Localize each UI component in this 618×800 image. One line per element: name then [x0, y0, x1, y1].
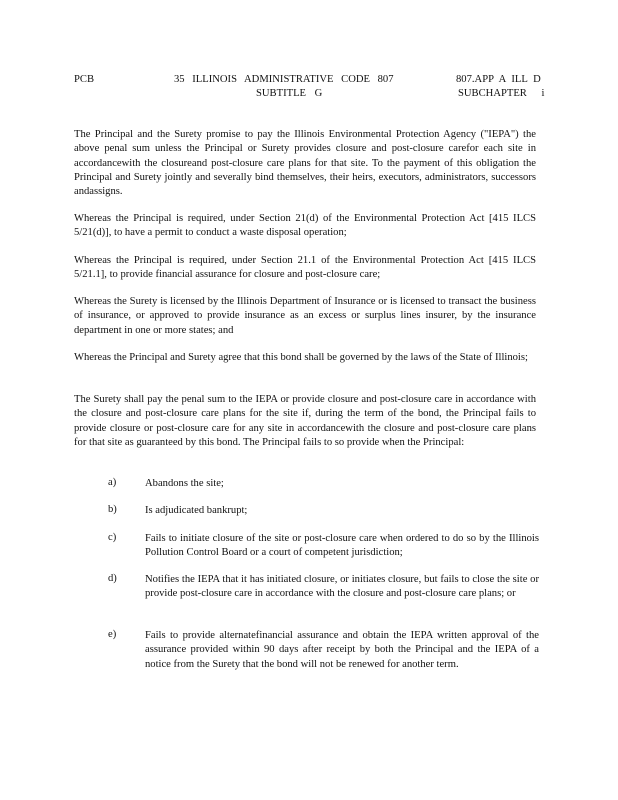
list-item-text: Notifies the IEPA that it has initiated closure, or initiates closure, but fails to close the site or provide post-closure care in accordance with the closure and post-closure care plans; or	[145, 574, 539, 600]
header-subtitle: SUBTITLE G	[256, 88, 323, 99]
list-item-letter: e)	[108, 629, 117, 640]
list-item-text: Fails to provide alternatefinancial assurance and obtain the IEPA written approval of the assurance provided within 90 days after receipt by both the Principal and the IEPA of a notice from the Surety that the bond will not be renewed for another term.	[145, 630, 539, 670]
header-left: PCB	[74, 74, 95, 85]
header-subchapter: SUBCHAPTER i	[458, 88, 545, 99]
paragraph-whereas-assurance: Whereas the Principal is required, under Section 21.1 of the Environmental Protection Act [415 ILCS 5/21.1], to provide financial assurance for closure and post-closure care;	[74, 255, 536, 281]
list-item-letter: c)	[108, 532, 117, 543]
paragraph-surety-obligation: The Surety shall pay the penal sum to the IEPA or provide closure and post-closure care in accordance with the closure and post-closure care plans for the site if, during the term of the bond, the Principal fails to provide closure or post-closure care for any site in accordancewith the closure and post-closure care plans for that site as guaranteed by this bond. The Principal fails to so provide when the Principal:	[74, 394, 536, 448]
list-item-letter: a)	[108, 477, 117, 488]
list-item-letter: d)	[108, 573, 117, 584]
list-item-text: Fails to initiate closure of the site or post-closure care when ordered to do so by the Illinois Pollution Control Board or a court of competent jurisdiction;	[145, 533, 539, 559]
paragraph-whereas-permit: Whereas the Principal is required, under Section 21(d) of the Environmental Protection Act [415 ILCS 5/21(d)], to have a permit to conduct a waste disposal operation;	[74, 213, 536, 239]
paragraph-whereas-governed: Whereas the Principal and Surety agree that this bond shall be governed by the laws of the State of Illinois;	[74, 352, 528, 363]
paragraph-whereas-surety-licensed: Whereas the Surety is licensed by the Illinois Department of Insurance or is licensed to transact the business of insurance, or approved to provide insurance as an excess or surplus lines insurer, by the insurance department in one or more states; and	[74, 296, 536, 336]
header-title: 35 ILLINOIS ADMINISTRATIVE CODE 807	[174, 74, 394, 85]
header-section: 807.APP A ILL D	[456, 74, 541, 85]
list-item-text: Is adjudicated bankrupt;	[145, 505, 248, 516]
list-item-text: Abandons the site;	[145, 478, 224, 489]
list-item-letter: b)	[108, 504, 117, 515]
paragraph-promise: The Principal and the Surety promise to pay the Illinois Environmental Protection Agency ("IEPA") the above penal sum unless the Principal or Surety provides closure and post-closure carefor each site in accordancewith the closureand post-closure care plans for that site. To the payment of this obligation the Principal and Surety jointly and severally bind themselves, their heirs, executors, administrators, successors andassigns.	[74, 129, 536, 198]
